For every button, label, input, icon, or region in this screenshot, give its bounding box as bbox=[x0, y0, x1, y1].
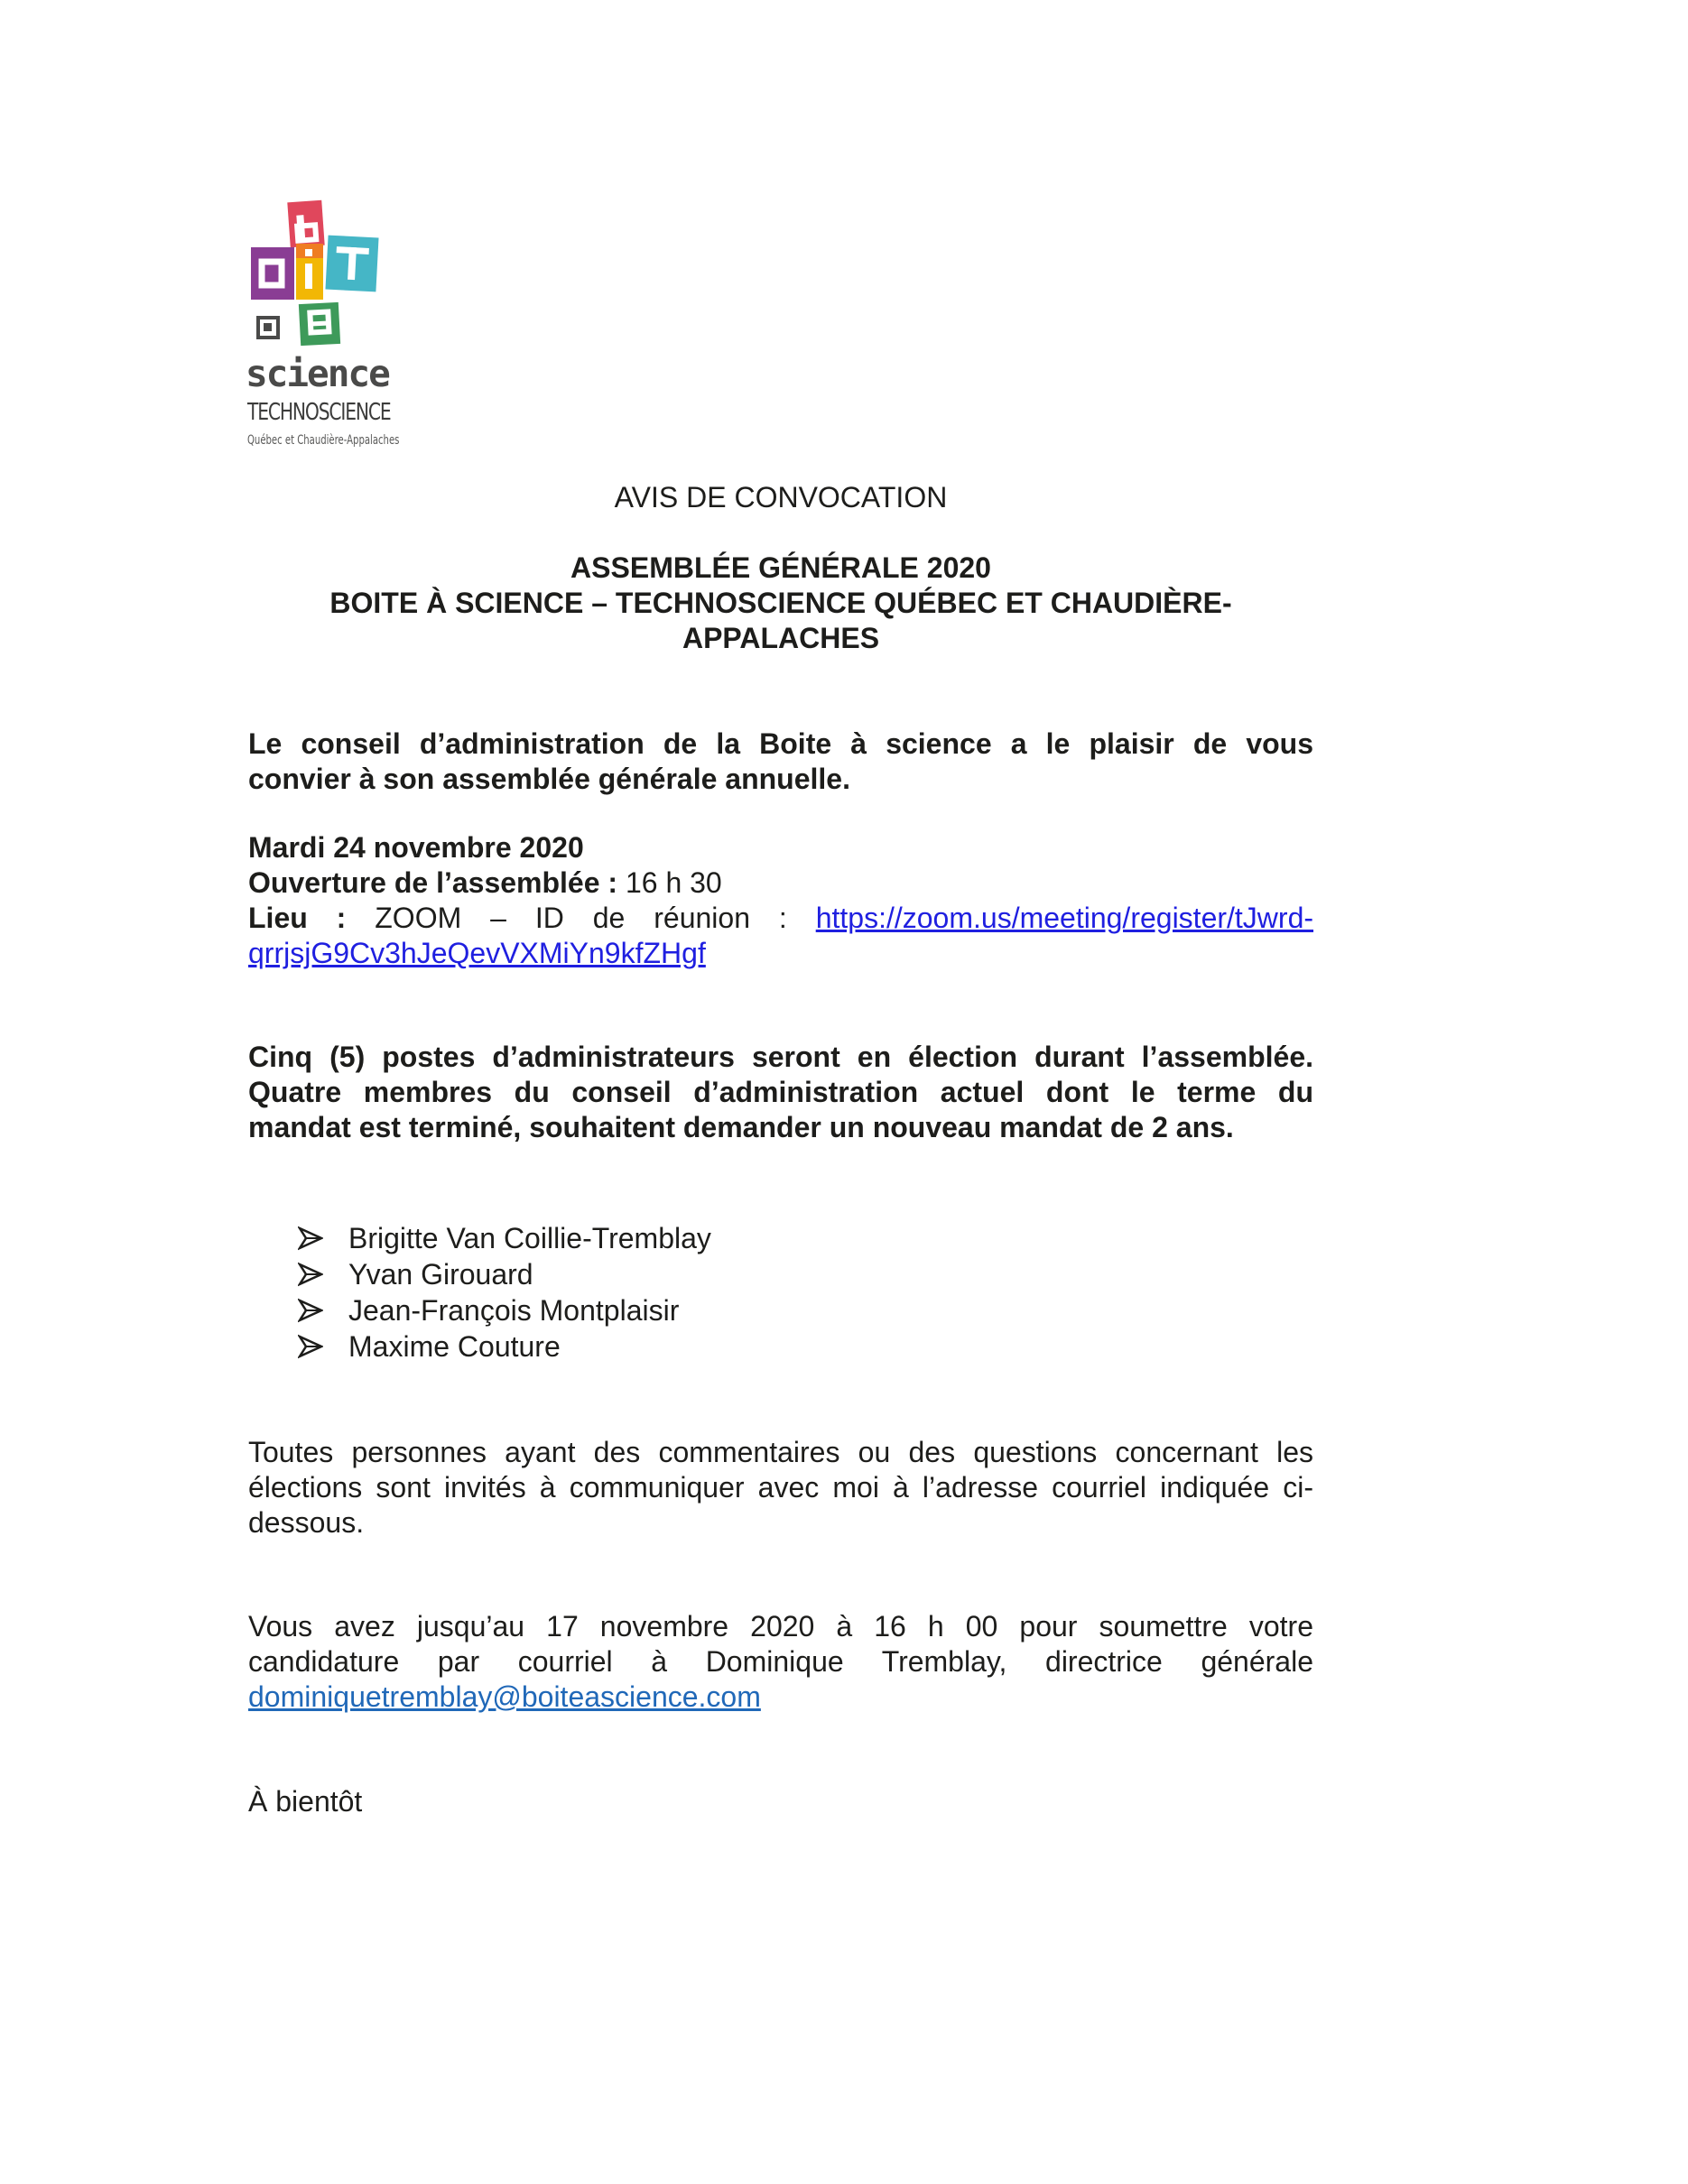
deadline-line-2: candidature par courriel à Dominique Tremblay, directrice générale bbox=[248, 1645, 1313, 1678]
list-item bbox=[298, 1292, 711, 1328]
zoom-link-part-1[interactable]: https://zoom.us/meeting/register/tJwrd- bbox=[815, 902, 1314, 934]
candidate-name: Jean-François Montplaisir bbox=[348, 1294, 680, 1327]
document-title bbox=[248, 551, 1313, 656]
notice-heading: AVIS DE CONVOCATION bbox=[614, 481, 948, 514]
email-link[interactable]: dominiquetremblay@boiteascience.com bbox=[248, 1680, 761, 1713]
election-paragraph bbox=[248, 1040, 1313, 1145]
questions-line-2: élections sont invités à communiquer avec moi à l’adresse courriel indiquée ci- bbox=[248, 1471, 1313, 1504]
intro-paragraph bbox=[248, 726, 1313, 797]
meeting-details bbox=[248, 830, 1313, 971]
candidates-list bbox=[298, 1220, 711, 1365]
deadline-line-1: Vous avez jusqu’au 17 novembre 2020 à 16 h 00 pour soumettre votre bbox=[248, 1610, 1313, 1643]
list-item bbox=[298, 1220, 711, 1256]
arrow-bullet-icon bbox=[298, 1298, 323, 1323]
place-label: Lieu : bbox=[248, 902, 347, 934]
logo-wordmark: science bbox=[246, 352, 389, 395]
meeting-opening bbox=[248, 865, 1313, 901]
boite-a-science-logo bbox=[246, 197, 408, 449]
zoom-link-part-2[interactable]: qrrjsjG9Cv3hJeQevVXMiYn9kfZHgf bbox=[248, 937, 706, 969]
questions-line-3: dessous. bbox=[248, 1506, 365, 1539]
intro-line-1: Le conseil d’administration de la Boite à science a le plaisir de vous bbox=[248, 727, 1313, 760]
candidate-name: Maxime Couture bbox=[348, 1330, 561, 1363]
title-line-2: BOITE À SCIENCE – TECHNOSCIENCE QUÉBEC ET CHAUDIÈRE- bbox=[329, 587, 1232, 619]
candidate-name: Brigitte Van Coillie-Tremblay bbox=[348, 1222, 711, 1254]
opening-label: Ouverture de l’assemblée : bbox=[248, 866, 618, 899]
arrow-bullet-icon bbox=[298, 1262, 323, 1287]
list-item bbox=[298, 1328, 711, 1365]
logo-subtitle: TECHNOSCIENCE bbox=[247, 399, 391, 426]
title-line-1: ASSEMBLÉE GÉNÉRALE 2020 bbox=[570, 551, 991, 584]
election-line-1: Cinq (5) postes d’administrateurs seront en élection durant l’assemblée. bbox=[248, 1041, 1313, 1073]
zoom-link-line-2 bbox=[248, 936, 1313, 971]
opening-time: 16 h 30 bbox=[617, 866, 722, 899]
title-line-3: APPALACHES bbox=[682, 622, 880, 654]
logo-region: Québec et Chaudière-Appalaches bbox=[247, 433, 400, 448]
meeting-date: Mardi 24 novembre 2020 bbox=[248, 831, 584, 864]
place-value: ZOOM – ID de réunion : bbox=[375, 902, 787, 934]
arrow-bullet-icon bbox=[298, 1334, 323, 1359]
meeting-place bbox=[248, 901, 1313, 936]
logo-mark bbox=[246, 197, 408, 359]
questions-paragraph bbox=[248, 1435, 1313, 1541]
intro-line-2: convier à son assemblée générale annuelle. bbox=[248, 763, 850, 795]
candidate-name: Yvan Girouard bbox=[348, 1258, 533, 1291]
election-line-3: mandat est terminé, souhaitent demander un nouveau mandat de 2 ans. bbox=[248, 1111, 1234, 1143]
arrow-bullet-icon bbox=[298, 1226, 323, 1251]
deadline-paragraph bbox=[248, 1609, 1313, 1715]
election-line-2: Quatre membres du conseil d’administration actuel dont le terme du bbox=[248, 1076, 1313, 1108]
questions-line-1: Toutes personnes ayant des commentaires ou des questions concernant les bbox=[248, 1436, 1313, 1468]
list-item bbox=[298, 1256, 711, 1292]
closing-text: À bientôt bbox=[248, 1785, 363, 1818]
